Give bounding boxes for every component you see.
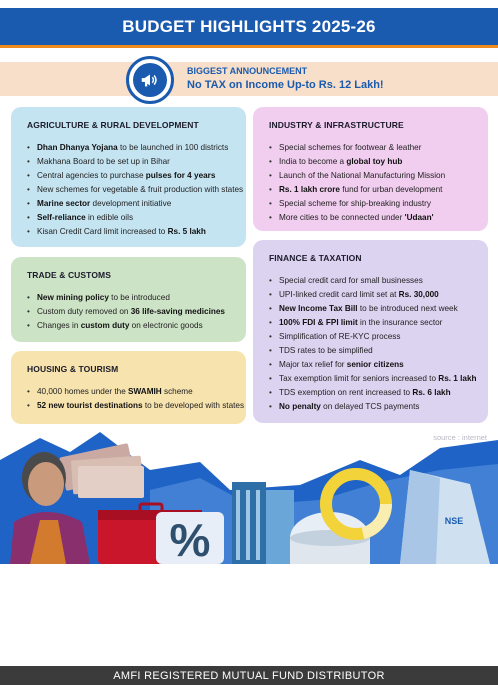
highlight-text: Rs. 6 lakh <box>412 388 451 397</box>
item-text: on electronic goods <box>129 321 203 330</box>
item-text: Changes in <box>37 321 81 330</box>
industry-list <box>269 141 474 225</box>
item-text: Simplification of RE-KYC process <box>279 332 401 341</box>
list-item <box>27 291 232 305</box>
highlight-text: 52 new tourist destinations <box>37 401 143 410</box>
highlight-text: pulses for 4 years <box>145 171 216 180</box>
highlight-text: Rs. 1 lakh <box>438 374 477 383</box>
page-title: BUDGET HIGHLIGHTS 2025-26 <box>122 16 376 36</box>
list-item <box>27 141 232 155</box>
list-item <box>269 316 474 330</box>
highlight-text: No penalty <box>279 402 321 411</box>
list-item <box>27 305 232 319</box>
list-item <box>269 358 474 372</box>
finance-card <box>253 240 488 423</box>
highlight-text: Dhan Dhanya Yojana <box>37 143 118 152</box>
finance-list <box>269 274 477 414</box>
agriculture-card <box>11 107 246 247</box>
list-item <box>269 141 474 155</box>
item-text: Major tax relief for <box>279 360 347 369</box>
item-text: to be introduced <box>108 293 170 302</box>
agriculture-list <box>27 141 244 239</box>
list-item <box>269 155 474 169</box>
list-item <box>27 319 232 333</box>
item-text: TDS rates to be simplified <box>279 346 373 355</box>
list-item <box>27 197 232 211</box>
percent-tile <box>156 512 224 564</box>
item-text: Tax exemption limit for seniors increased to <box>279 374 439 383</box>
list-item <box>269 183 474 197</box>
list-item <box>269 344 474 358</box>
agriculture-title: AGRICULTURE & RURAL DEVELOPMENT <box>27 120 199 130</box>
highlight-text: 'Udaan' <box>404 213 434 222</box>
footer-text: AMFI REGISTERED MUTUAL FUND DISTRIBUTOR <box>113 669 385 682</box>
trade-list <box>27 291 232 333</box>
item-text: Special credit card for small businesses <box>279 276 423 285</box>
highlight-text: senior citizens <box>346 360 404 369</box>
list-item <box>269 386 474 400</box>
item-text: to be introduced next week <box>357 304 458 313</box>
highlight-text: Rs. 30,000 <box>398 290 439 299</box>
item-text: Custom duty removed on <box>37 307 131 316</box>
item-text: development initiative <box>90 199 172 208</box>
item-text: India to become a <box>279 157 347 166</box>
industry-title: INDUSTRY & INFRASTRUCTURE <box>269 120 404 130</box>
finance-title: FINANCE & TAXATION <box>269 253 362 263</box>
megaphone-icon <box>139 69 161 91</box>
list-item <box>269 372 477 386</box>
highlight-text: global toy hub <box>346 157 403 166</box>
budget-illustration <box>0 430 498 564</box>
list-item <box>27 385 232 399</box>
list-item <box>27 183 244 197</box>
city-buildings-graphic <box>232 482 294 564</box>
highlight-text: Marine sector <box>37 199 91 208</box>
item-text: fund for urban development <box>339 185 443 194</box>
housing-card <box>11 351 246 424</box>
highlight-text: SWAMIH <box>128 387 162 396</box>
highlight-text: custom duty <box>80 321 130 330</box>
list-item <box>27 169 232 183</box>
item-text: scheme <box>161 387 193 396</box>
announcement-kicker: BIGGEST ANNOUNCEMENT <box>187 66 308 76</box>
stock-exchange-sign: NSE <box>444 516 464 526</box>
item-text: 40,000 homes under the <box>37 387 129 396</box>
list-item <box>269 288 474 302</box>
item-text: in the insurance sector <box>357 318 443 327</box>
list-item <box>27 225 232 239</box>
list-item <box>269 197 474 211</box>
item-text: Makhana Board to be set up in Bihar <box>37 157 170 166</box>
announcement-headline: No TAX on Income Up-to Rs. 12 Lakh! <box>187 79 384 91</box>
highlight-text: New Income Tax Bill <box>279 304 358 313</box>
housing-list <box>27 385 245 413</box>
footer-bar <box>0 666 498 685</box>
list-item <box>27 399 245 413</box>
trade-card <box>11 257 246 342</box>
list-item <box>269 169 474 183</box>
announcement-badge <box>126 56 174 104</box>
highlight-text: Self-reliance <box>37 213 86 222</box>
item-text: More cities to be connected under <box>279 213 405 222</box>
item-text: to be developed with states <box>142 401 245 410</box>
trade-title: TRADE & CUSTOMS <box>27 270 111 280</box>
highlight-text: Rs. 1 lakh crore <box>279 185 340 194</box>
item-text: TDS exemption on rent increased to <box>279 388 413 397</box>
industry-card <box>253 107 488 231</box>
highlight-text: Rs. 5 lakh <box>167 227 206 236</box>
list-item <box>269 330 474 344</box>
housing-title: HOUSING & TOURISM <box>27 364 119 374</box>
highlight-text: 100% FDI & FPI limit <box>279 318 358 327</box>
item-text: Special schemes for footwear & leather <box>279 143 422 152</box>
item-text: Special scheme for ship-breaking industry <box>279 199 431 208</box>
highlight-text: New mining policy <box>37 293 109 302</box>
source-note: source : internet <box>433 433 487 442</box>
item-text: Kisan Credit Card limit increased to <box>37 227 168 236</box>
list-item <box>27 211 232 225</box>
item-text: on delayed TCS payments <box>320 402 420 411</box>
list-item <box>27 155 232 169</box>
highlight-text: 36 life-saving medicines <box>130 307 225 316</box>
item-text: New schemes for vegetable & fruit production with states <box>37 185 244 194</box>
list-item <box>269 400 474 414</box>
item-text: to be launched in 100 districts <box>117 143 229 152</box>
item-text: Central agencies to purchase <box>37 171 146 180</box>
list-item <box>269 302 474 316</box>
item-text: UPI-linked credit card limit set at <box>279 290 399 299</box>
item-text: Launch of the National Manufacturing Mission <box>279 171 446 180</box>
list-item <box>269 274 474 288</box>
title-bar <box>0 8 498 48</box>
item-text: in edible oils <box>85 213 134 222</box>
list-item <box>269 211 474 225</box>
percent-symbol: % <box>169 514 211 564</box>
